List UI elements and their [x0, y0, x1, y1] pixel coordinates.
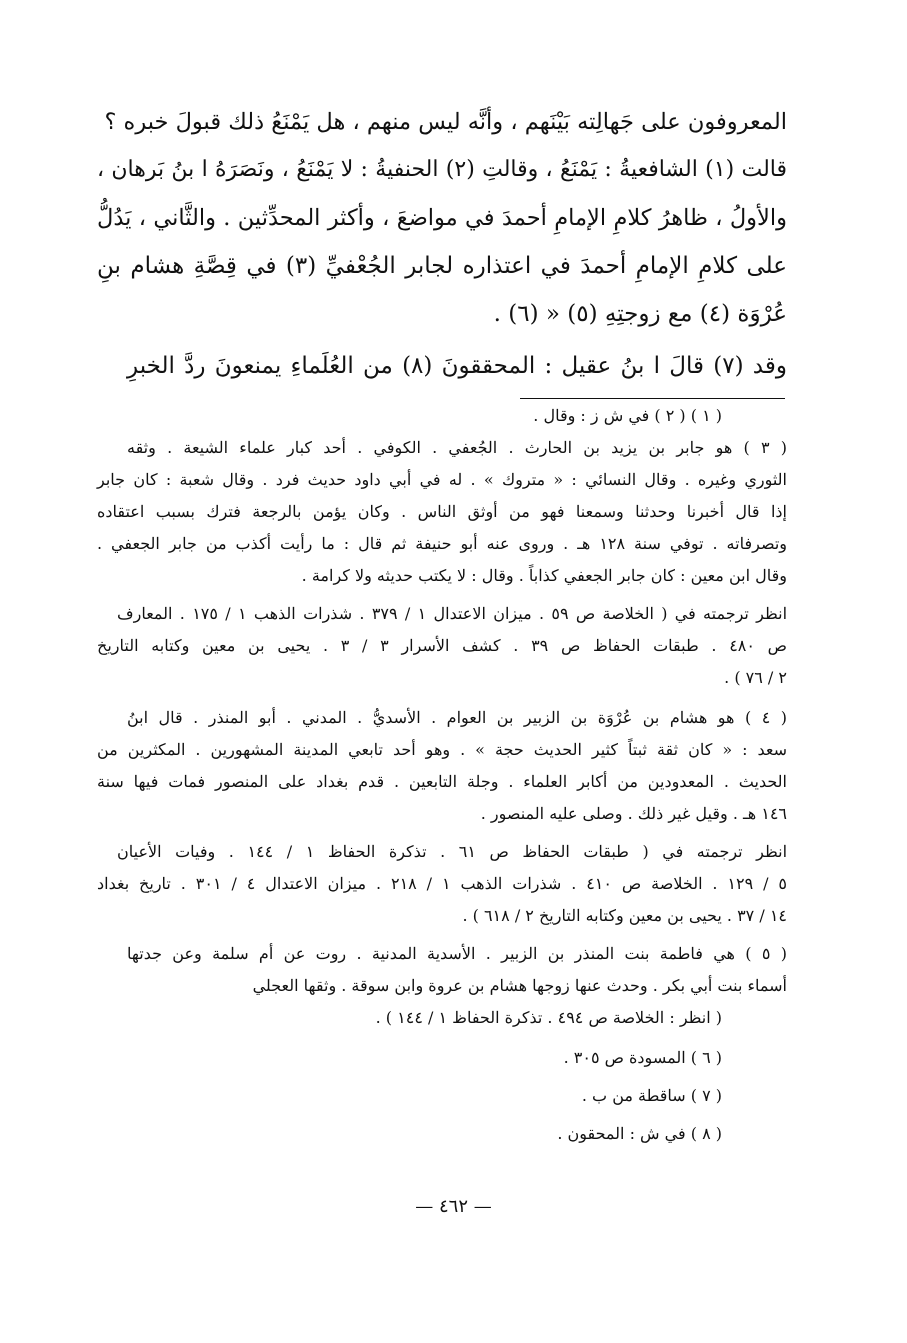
footnote-line: ٥ / ١٢٩ . الخلاصة ص ٤١٠ . شذرات الذهب ١ / ٢١٨ . ميزان الاعتدال ٤ / ٣٠١ . تاريخ بغداد — [97, 874, 788, 893]
footnote-line: انظر ترجمته في ( طبقات الحفاظ ص ٦١ . تذكرة الحفاظ ١ / ١٤٤ . وفيات الأعيان — [117, 842, 788, 861]
footnote-separator — [520, 398, 785, 399]
footnote-line: ( ٨ ) في ش : المحقون . — [557, 1124, 722, 1143]
footnote-line: ٢ / ٧٦ ) . — [724, 668, 787, 687]
main-text-line: قالت (١) الشافعيةُ : يَمْنَعُ ، وقالتِ (٢) الحنفيةُ : لا يَمْنَعُ ، ونَصَرَهُ ا بنُ بَرهان ، — [97, 157, 787, 182]
footnote-line: سعد : « كان ثقة ثبتاً كثير الحديث حجة » . وهو أحد تابعي المدينة المشهورين . المكثرين من — [97, 740, 787, 759]
footnote-line: الثوري وغيره . وقال النسائي : « متروك » . له في أبي داود حديث فرد . وقال شعبة : كان جابر — [97, 470, 787, 489]
footnote-line: ( انظر : الخلاصة ص ٤٩٤ . تذكرة الحفاظ ١ / ١٤٤ ) . — [375, 1008, 722, 1027]
page-number: — ٤٦٢ — — [415, 1196, 492, 1217]
main-text-line: وقد (٧) قالَ ا بنُ عقيل : المحققونَ (٨) من العُلَماءِ يمنعونَ ردَّ الخبرِ — [127, 353, 787, 379]
footnote-line: ( ٥ ) هي فاطمة بنت المنذر بن الزبير . الأسدية المدنية . روت عن أم سلمة وعن جدتها — [127, 944, 787, 963]
main-text-line: عُرْوَة (٤) مع زوجتِهِ (٥) « (٦) . — [493, 301, 787, 327]
main-text-line: والأولُ ، ظاهرُ كلامِ الإمامِ أحمدَ في مواضعَ ، وأكثر المحدِّثين . والثَّاني ، يَدُلُّ — [97, 205, 787, 231]
footnote-line: ١٤ / ٣٧ . يحيى بن معين وكتابه التاريخ ٢ / ٦١٨ ) . — [462, 906, 787, 925]
footnote-line: أسماء بنت أبي بكر . وحدث عنها زوجها هشام بن عروة وابن سوقة . وثقها العجلي — [252, 976, 787, 995]
footnote-line: ( ٦ ) المسودة ص ٣٠٥ . — [563, 1048, 722, 1067]
footnote-line: ( ٤ ) هو هشام بن عُرْوَة بن الزبير بن العوام . الأسديُّ . المدني . أبو المنذر . قال ابنُ — [127, 708, 788, 727]
footnote-line: ( ٣ ) هو جابر بن يزيد بن الحارث . الجُعفي . الكوفي . أحد كبار علماء الشيعة . وثقه — [127, 438, 788, 457]
footnote-line: وتصرفاته . توفي سنة ١٢٨ هـ . وروى عنه أبو حنيفة ثم قال : ما رأيت أكذب من جابر الجعفي . — [97, 534, 787, 553]
footnote-line: ص ٤٨٠ . طبقات الحفاظ ص ٣٩ . كشف الأسرار ٣ / ٣ . يحيى بن معين وكتابه التاريخ — [97, 636, 788, 655]
footnote-line: وقال ابن معين : كان جابر الجعفي كذاباً . وقال : لا يكتب حديثه ولا كرامة . — [301, 566, 787, 585]
footnote-line: إذا قال أخبرنا وحدثنا وسمعنا فهو من أوثق الناس . وكان يؤمن بالرجعة فترك بسبب اعتقاده — [97, 502, 788, 521]
footnote-line: ( ٧ ) ساقطة من ب . — [581, 1086, 722, 1105]
footnote-line: انظر ترجمته في ( الخلاصة ص ٥٩ . ميزان الاعتدال ١ / ٣٧٩ . شذرات الذهب ١ / ١٧٥ . المعارف — [117, 604, 788, 623]
main-text-line: على كلامِ الإمامِ أحمدَ في اعتذاره لجابر الجُعْفيِّ (٣) في قِصَّةِ هشام بنِ — [97, 253, 787, 279]
footnote-line: الحديث . المعدودين من أكابر العلماء . وجلة التابعين . قدم بغداد على المنصور فمات فيها سنة — [97, 772, 787, 791]
footnote-line: ١٤٦ هـ . وقيل غير ذلك . وصلى عليه المنصور . — [480, 804, 787, 823]
footnote-line: ( ١ ) ( ٢ ) في ش ز : وقال . — [533, 406, 722, 425]
main-text-line: المعروفون على جَهالِته بَيْنَهم ، وأنَّه ليس منهم ، هل يَمْنَعُ ذلك قبولَ خبره ؟ — [104, 109, 787, 135]
